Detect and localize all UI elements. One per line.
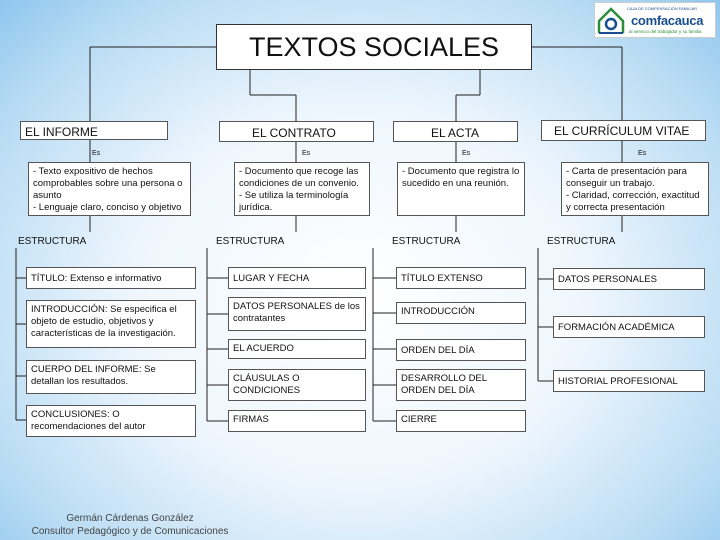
definition-curriculum: - Carta de presentación para conseguir un trabajo. - Claridad, corrección, exactitud y correcta presentación xyxy=(561,162,709,216)
acta-part-cierre: CIERRE xyxy=(396,410,526,432)
comfacauca-logo xyxy=(594,2,716,38)
contrato-part-acuerdo: EL ACUERDO xyxy=(228,339,366,359)
informe-part-cuerpo: CUERPO DEL INFORME: Se detallan los resultados. xyxy=(26,360,196,394)
informe-part-conclusiones: CONCLUSIONES: O recomendaciones del autor xyxy=(26,405,196,437)
curriculum-part-formacion: FORMACIÓN ACADÉMICA xyxy=(553,316,705,338)
contrato-part-firmas: FIRMAS xyxy=(228,410,366,432)
heading-curriculum: EL CURRÍCULUM VITAE xyxy=(541,120,706,141)
diagram-title: TEXTOS SOCIALES xyxy=(216,24,532,70)
es-connector-curriculum: Es xyxy=(638,150,647,157)
contrato-part-clausulas: CLÁUSULAS O CONDICIONES xyxy=(228,369,366,401)
informe-part-titulo: TÍTULO: Extenso e informativo xyxy=(26,267,196,289)
contrato-part-datos-personales: DATOS PERSONALES de los contratantes xyxy=(228,297,366,331)
author-role: Consultor Pedagógico y de Comunicaciones xyxy=(31,526,229,537)
acta-part-orden-dia: ORDEN DEL DÍA xyxy=(396,339,526,361)
logo-top-text: CAJA DE COMPENSACIÓN FAMILIAR xyxy=(627,6,698,11)
structure-label-curriculum: ESTRUCTURA xyxy=(547,236,616,247)
contrato-part-lugar-fecha: LUGAR Y FECHA xyxy=(228,267,366,289)
logo-tagline: al servicio del trabajador y su familia xyxy=(629,29,702,34)
informe-part-introduccion: INTRODUCCIÓN: Se especifica el objeto de estudio, objetivos y características de la investigación. xyxy=(26,300,196,348)
definition-contrato: - Documento que recoge las condiciones de un convenio. - Se utiliza la terminología jurídica. xyxy=(234,162,370,216)
es-connector-acta: Es xyxy=(462,150,471,157)
structure-label-acta: ESTRUCTURA xyxy=(392,236,461,247)
curriculum-part-datos-personales: DATOS PERSONALES xyxy=(553,268,705,290)
acta-part-introduccion: INTRODUCCIÓN xyxy=(396,302,526,324)
structure-label-informe: ESTRUCTURA xyxy=(18,236,87,247)
logo-name: comfacauca xyxy=(631,13,704,28)
heading-contrato: EL CONTRATO xyxy=(219,121,374,142)
acta-part-desarrollo: DESARROLLO DEL ORDEN DEL DÍA xyxy=(396,369,526,401)
curriculum-part-historial: HISTORIAL PROFESIONAL xyxy=(553,370,705,392)
definition-informe: - Texto expositivo de hechos comprobables sobre una persona o asunto - Lenguaje claro, conciso y objetivo xyxy=(28,162,191,216)
logo-mark-icon xyxy=(597,5,625,35)
author-name: Germán Cárdenas González xyxy=(66,513,194,524)
acta-part-titulo-extenso: TÍTULO EXTENSO xyxy=(396,267,526,289)
es-connector-informe: Es xyxy=(92,150,101,157)
structure-label-contrato: ESTRUCTURA xyxy=(216,236,285,247)
es-connector-contrato: Es xyxy=(302,150,311,157)
definition-acta: - Documento que registra lo sucedido en una reunión. xyxy=(397,162,525,216)
author-credit xyxy=(20,512,240,538)
heading-informe: EL INFORME xyxy=(20,121,168,140)
heading-acta: EL ACTA xyxy=(393,121,518,142)
